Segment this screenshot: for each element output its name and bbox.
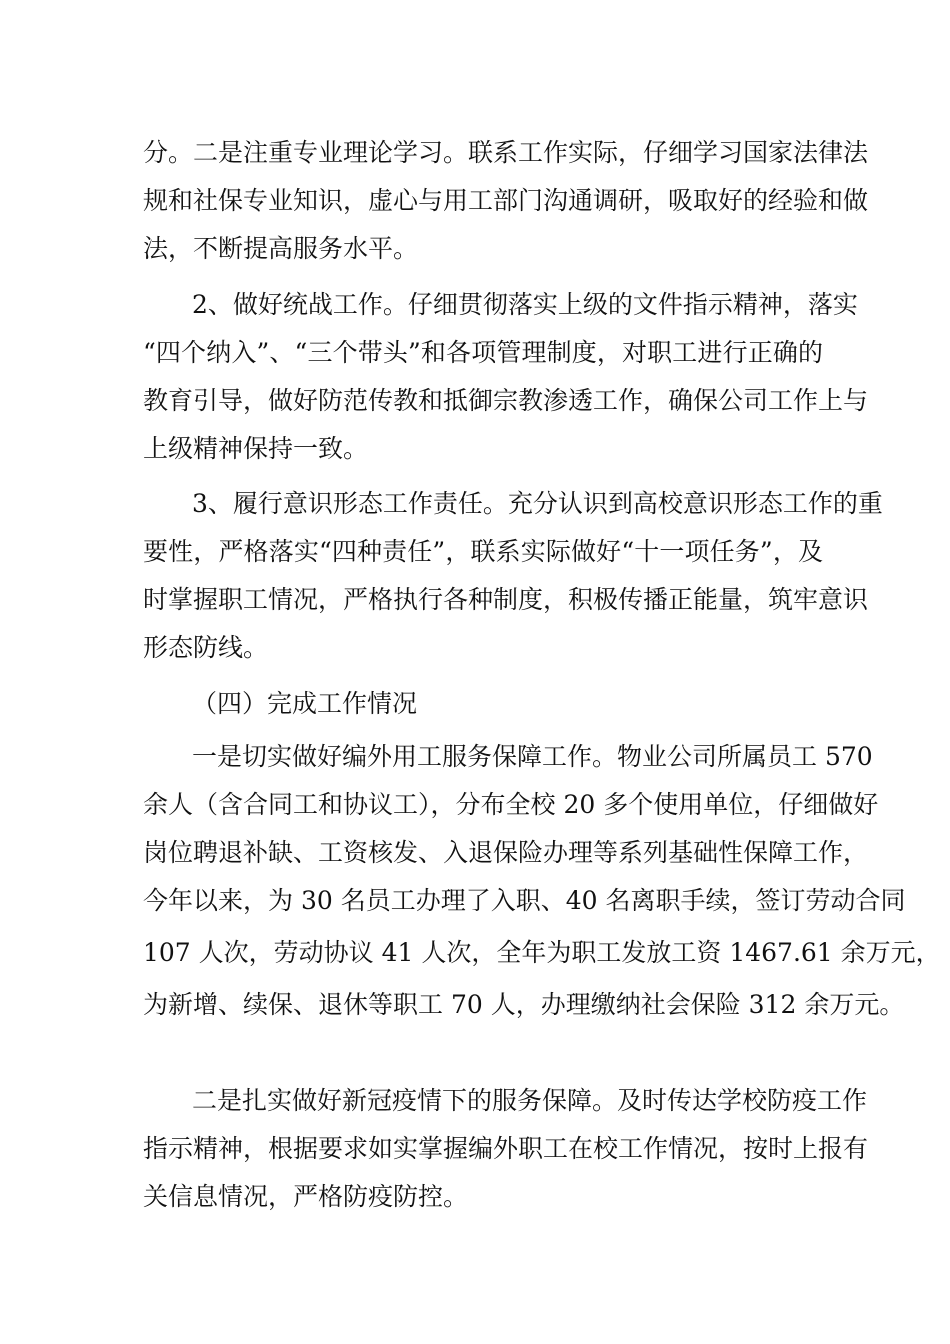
- text-line: 为新增、续保、退休等职工 70 人，办理缴纳社会保险 312 余万元。: [143, 990, 905, 1019]
- text-line: 形态防线。: [143, 633, 269, 662]
- text-line: 法，不断提高服务水平。: [143, 234, 419, 263]
- text-line: 要性，严格落实“四种责任”，联系实际做好“十一项任务”，及: [143, 537, 823, 566]
- text-line: 指示精神，根据要求如实掌握编外职工在校工作情况，按时上报有: [143, 1134, 869, 1163]
- text-line: 3、履行意识形态工作责任。充分认识到高校意识形态工作的重: [192, 489, 883, 518]
- text-line: 教育引导，做好防范传教和抵御宗教渗透工作，确保公司工作上与: [143, 386, 869, 415]
- text-line: 分。二是注重专业理论学习。联系工作实际，仔细学习国家法律法: [143, 138, 869, 167]
- text-line: 今年以来，为 30 名员工办理了入职、40 名离职手续，签订劳动合同: [143, 886, 906, 915]
- section-heading: （四）完成工作情况: [192, 689, 418, 718]
- text-line: 上级精神保持一致。: [143, 434, 369, 463]
- text-line: 一是切实做好编外用工服务保障工作。物业公司所属员工 570: [192, 742, 873, 771]
- text-line: 二是扎实做好新冠疫情下的服务保障。及时传达学校防疫工作: [192, 1086, 868, 1115]
- text-line: 2、做好统战工作。仔细贯彻落实上级的文件指示精神，落实: [192, 290, 858, 319]
- text-line: 岗位聘退补缺、工资核发、入退保险办理等系列基础性保障工作，: [143, 838, 869, 867]
- text-line: 107 人次，劳动协议 41 人次，全年为职工发放工资 1467.61 余万元，: [143, 938, 941, 967]
- text-line: 时掌握职工情况，严格执行各种制度，积极传播正能量，筑牢意识: [143, 585, 869, 614]
- text-line: 余人（含合同工和协议工），分布全校 20 多个使用单位，仔细做好: [143, 790, 879, 819]
- text-line: “四个纳入”、“三个带头”和各项管理制度，对职工进行正确的: [143, 338, 823, 367]
- text-line: 规和社保专业知识，虚心与用工部门沟通调研，吸取好的经验和做: [143, 186, 869, 215]
- text-line: 关信息情况，严格防疫防控。: [143, 1182, 469, 1211]
